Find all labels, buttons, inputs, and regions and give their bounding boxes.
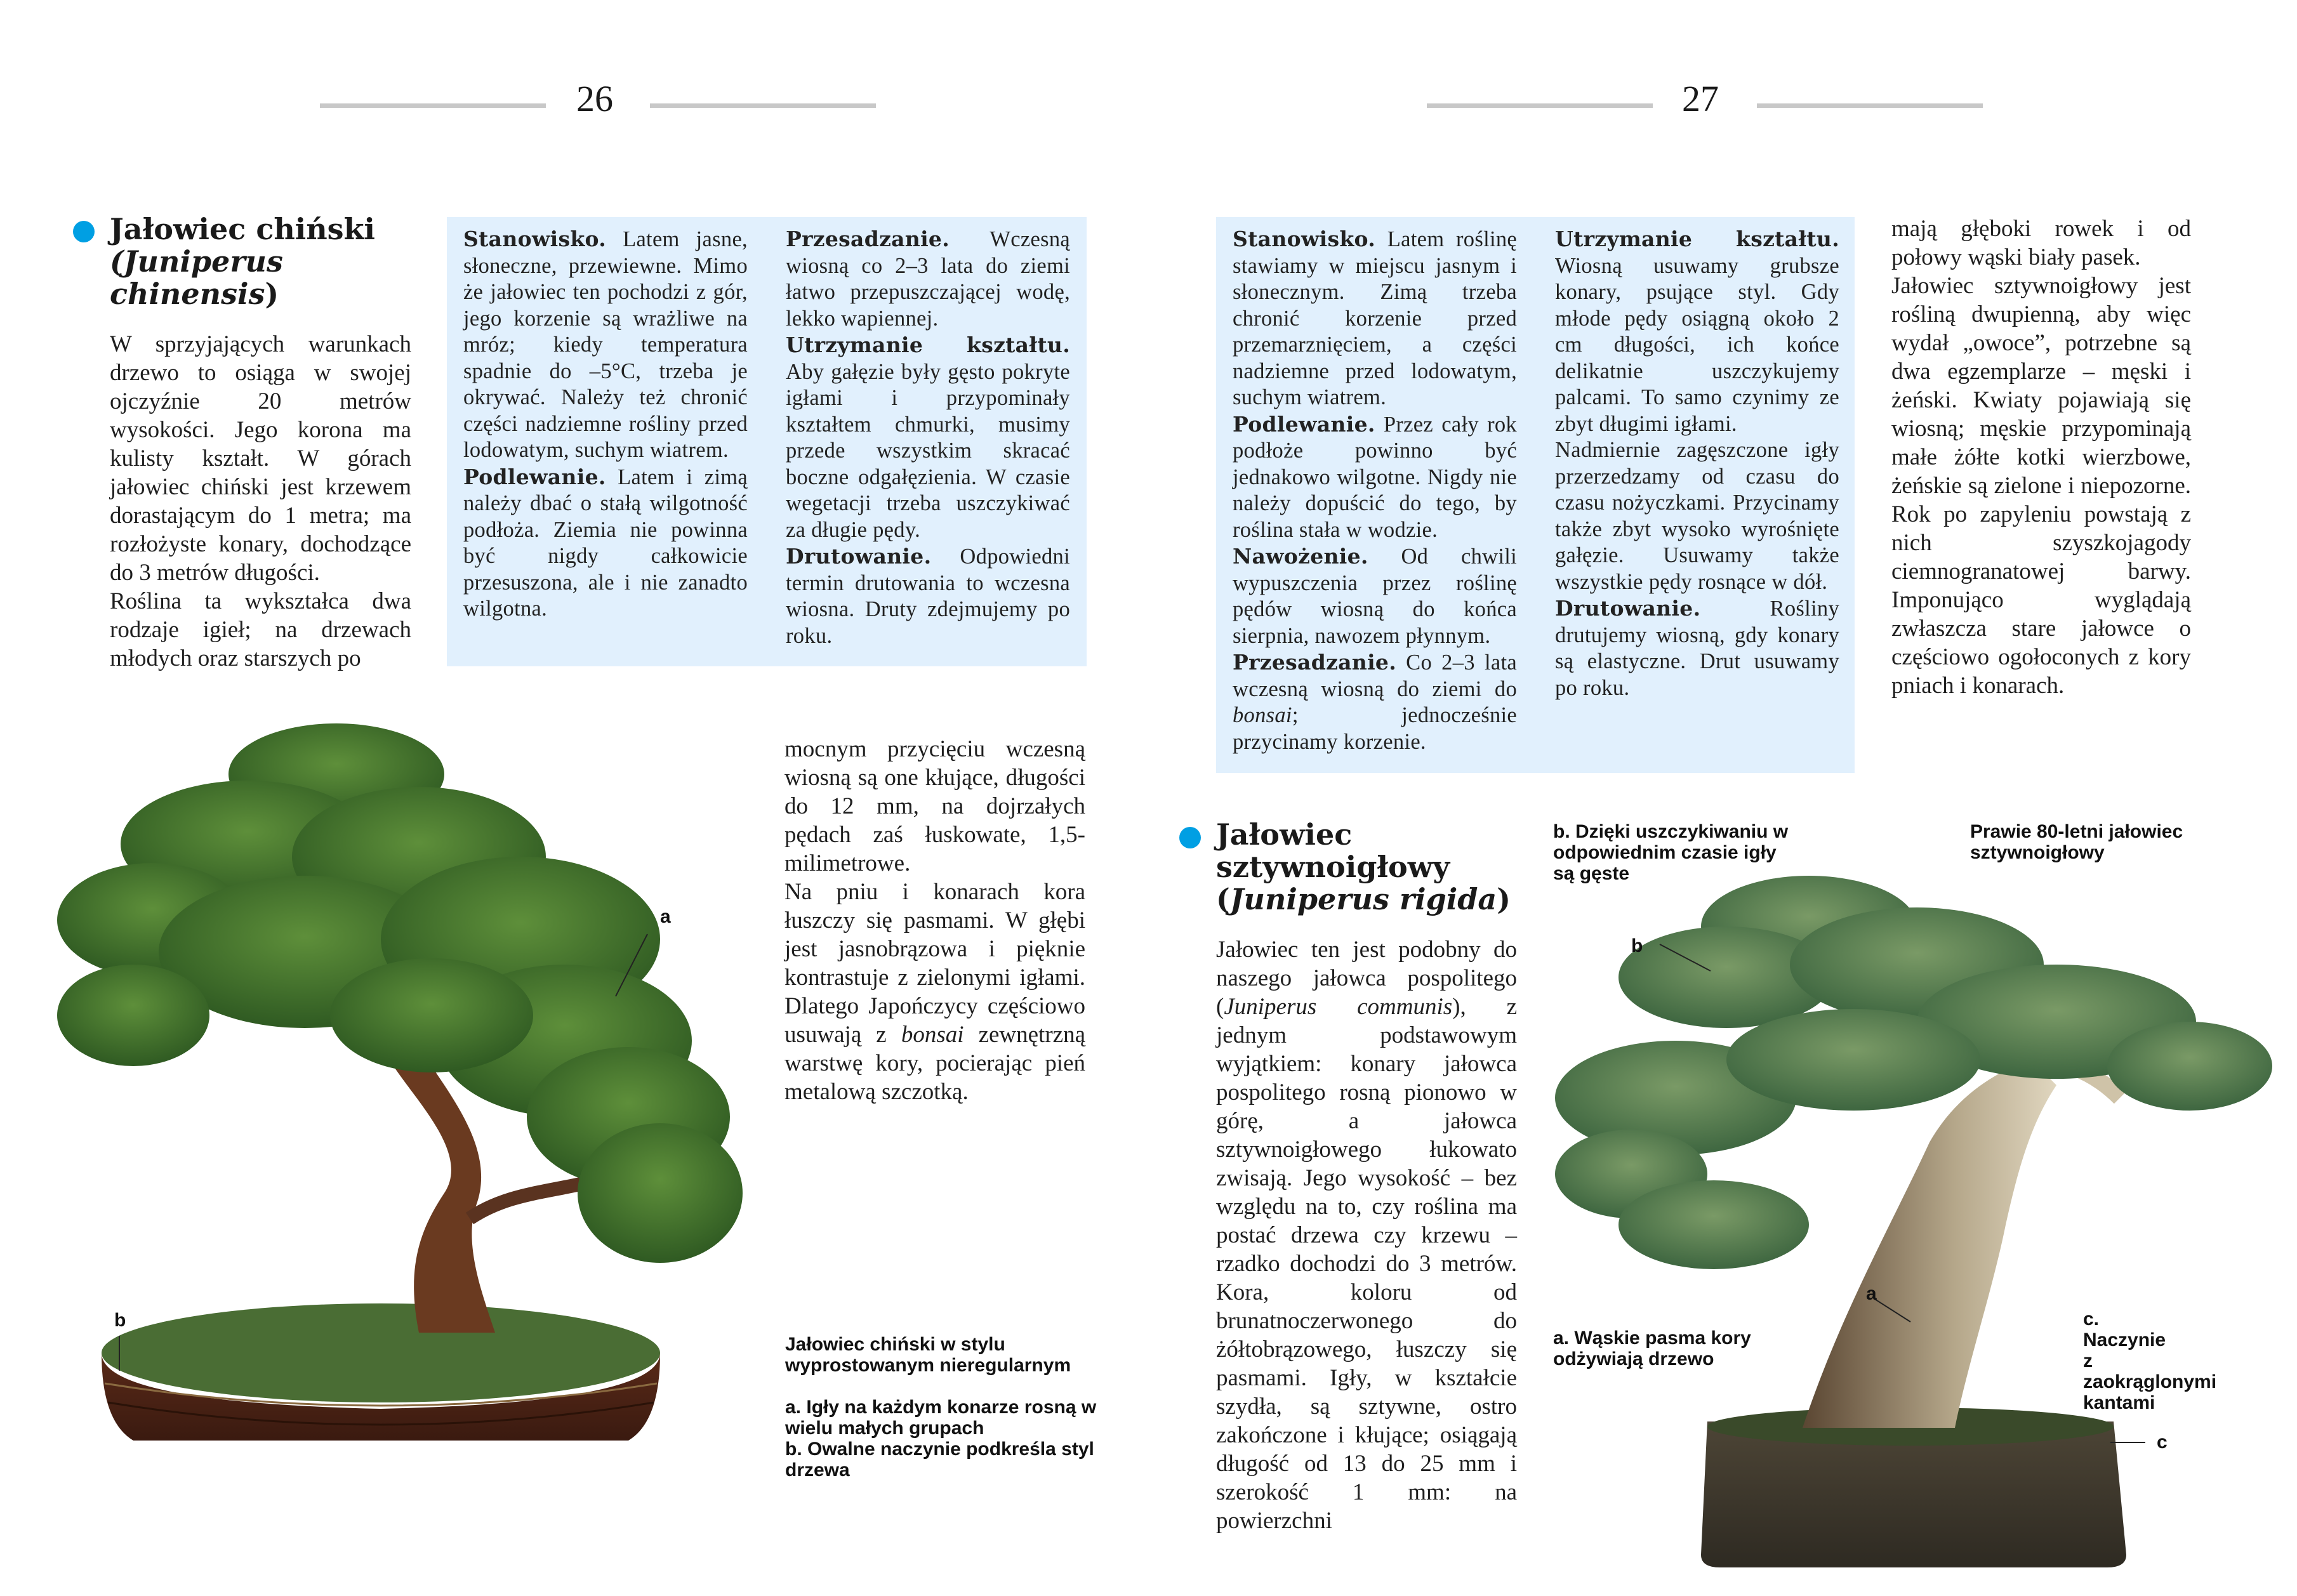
figure-caption-a: a. Wąskie pasma kory odżywiają drzewo [1553,1328,1751,1369]
bullet-icon [73,221,95,242]
care-info-col-1 [463,226,748,623]
figure-caption [785,1334,1102,1481]
paragraph: Jałowiec sztywnoigłowy jest rośliną dwupienną, aby więc wydał „owoce”, potrzebne są dwa egzemplarze – męski i żeński. Kwiaty pojawiają się wiosną; męskie przypominają małe żółte kotki wierzbowe, żeńskie są zielone i niepozorne. Rok po zapyleniu powstają z nich szyszkojagody ciemnogranatowej barwy. Imponująco wyglądają zwłaszcza stare jałowce o częściowo ogołoconych z kory pniach i konarach. [1891,273,2191,699]
care-info-col-2 [786,226,1070,649]
title-latin-name: (Juniperus [110,244,283,279]
caption-a: a. Igły na każdym konarze rosną w wielu małych grupach [785,1397,1097,1439]
section-title [1216,819,1521,916]
care-item: Nawożenie. Od chwili wypuszczenia przez roślinę pędów wiosną do końca sierpnia, nawozem płynnym. [1233,544,1517,648]
care-item: Stanowisko. Latem roślinę stawiamy w miejscu jasnym i słonecznym. Zimą trzeba chronić korzenie przed przemarznięciem, a części nadziemne przed lodowatym, suchym wiatrem. [1233,227,1517,409]
figure-label-a: a [1866,1283,1877,1304]
care-item: Przesadzanie. Wczesną wiosną co 2–3 lata do ziemi łatwo przepuszczającej wodę, lekko wapiennej. [786,227,1070,331]
intro-text [110,330,411,673]
care-item: Nadmiernie zagęszczone igły przerzedzamy od czasu do czasu nożyczkami. Przycinamy także zbyt wysoko wyrośnięte gałęzie. Usuwamy także wszystkie pędy rosnące w dół. [1555,438,1839,594]
bullet-icon [1179,827,1201,848]
title-line-1: Jałowiec [1216,817,1353,852]
section-title [110,213,389,310]
caption-spacer [785,1376,1102,1397]
care-item: Podlewanie. Latem i zimą należy dbać o stałą wilgotność podłoża. Ziemia nie powinna być nigdy całkowicie przesuszona, ale i nie zanadto wilgotna. [463,464,748,621]
care-item: Drutowanie. Rośliny drutujemy wiosną, gdy konary są elastyczne. Drut usuwamy po roku. [1555,596,1839,700]
care-item: Stanowisko. Latem jasne, słoneczne, przewiewne. Mimo że jałowiec ten pochodzi z gór, jego korzenie są wrażliwe na mróz; kiedy temperatura spadnie do –5°C, trzeba je okrywać. Należy też chronić części nadziemne rośliny przed lodowatym, suchym wiatrem. [463,227,748,462]
caption-title: Jałowiec chiński w stylu wyprostowanym nieregularnym [785,1334,1071,1376]
header-rule-left-b [650,103,876,108]
figure-caption-b: b. Dzięki uszczykiwaniu w odpowiednim czasie igły są gęste [1553,821,1789,884]
intro-text [1216,935,1517,1535]
care-item: Przesadzanie. Co 2–3 lata wczesną wiosną do ziemi do bonsai; jednocześnie przycinamy korzenie. [1233,650,1517,754]
paragraph: Na pniu i konarach kora łuszczy się pasmami. W głębi jest jasnobrązowa i pięknie kontrastuje z zielonymi igłami. Dlatego Japończycy częściowo usuwają z bonsai zewnętrzną warstwę kory, pocierając pień metalową szczotką. [784,879,1086,1105]
care-info-col-2 [1555,226,1839,701]
care-item: Podlewanie. Przez cały rok podłoże powinno być jednakowo wilgotne. Nigdy nie należy dopuścić do tego, by roślina stała w wodzie. [1233,411,1517,542]
bonsai-photo-chinese-juniper [38,711,774,1498]
caption-b: b. Owalne naczynie podkreśla styl drzewa [785,1439,1094,1481]
continuation-text [784,735,1085,1106]
title-latin-name-2: chinensis) [110,277,279,311]
title-common-name: Jałowiec chiński [110,212,375,246]
figure-label-a: a [660,906,671,927]
paragraph: Roślina ta wykształca dwa rodzaje igieł; na drzewach młodych oraz starszych po [110,588,411,671]
bonsai-photo-rigid-juniper [1536,869,2285,1580]
care-item: Utrzymanie kształtu. Wiosną usuwamy grubsze konary, psujące styl. Gdy młode pędy osiągną około 2 cm długości, ich końce delikatnie uszczykujemy palcami. To samo czynimy ze zbyt długimi igłami. [1555,227,1839,436]
continuation-text [1891,214,2191,700]
figure-label-b: b [114,1310,126,1331]
figure-caption-title: Prawie 80-letni jałowiec sztywnoigłowy [1970,821,2183,863]
figure-label-c: c [2157,1432,2168,1453]
header-rule-right-a [1427,103,1653,108]
header-rule-right-b [1757,103,1983,108]
page-number: 27 [1682,78,1719,119]
title-line-2: sztywnoigłowy [1216,850,1450,884]
care-item: Utrzymanie kształtu. Aby gałęzie były gęsto pokryte igłami i przypominały kształtem chmurki, musimy przede wszystkim skracać boczne odgałęzienia. W czasie wegetacji trzeba uszczykiwać za długie pędy. [786,333,1070,542]
figure-caption-c: c. Naczynie z zaokrąglonymi kantami [2083,1309,2217,1413]
care-info-col-1 [1233,226,1517,755]
page-number: 26 [576,78,613,119]
title-latin-name: (Juniperus rigida) [1216,882,1511,916]
paragraph: mocnym przycięciu wczesną wiosną są one kłujące, długości do 12 mm, na dojrzałych pędach zaś łuskowate, 1,5-milimetrowe. [784,736,1085,876]
paragraph: mają głęboki rowek i od połowy wąski biały pasek. [1891,216,2191,270]
figure-label-b: b [1631,935,1643,956]
care-item: Drutowanie. Odpowiedni termin drutowania to wczesna wiosna. Druty zdejmujemy po roku. [786,544,1070,648]
paragraph: Jałowiec ten jest podobny do naszego jałowca pospolitego (Juniperus communis), z jednym podstawowym wyjątkiem: konary jałowca pospolitego rosną pionowo w górę, a jałowca sztywnoigłowego łukowato zwisają. Jego wysokość – bez względu na to, czy roślina ma postać drzewa czy krzewu – rzadko dochodzi do 3 metrów. Kora, koloru od brunatnoczerwonego do żółtobrązowego, łuszczy się pasmami. Igły, w kształcie szydła, są sztywne, ostro zakończone i kłujące; osiągają długość od 13 do 25 mm i szerokość 1 mm: na powierzchni [1216,937,1518,1534]
header-rule-left-a [320,103,546,108]
paragraph: W sprzyjających warunkach drzewo to osiąga w swojej ojczyźnie 20 metrów wysokości. Jego korona ma kulisty kształt. W górach jałowiec chiński jest krzewem dorastającym do 1 metra; ma rozłożyste konary, dochodzące do 3 metrów długości. [110,331,411,586]
